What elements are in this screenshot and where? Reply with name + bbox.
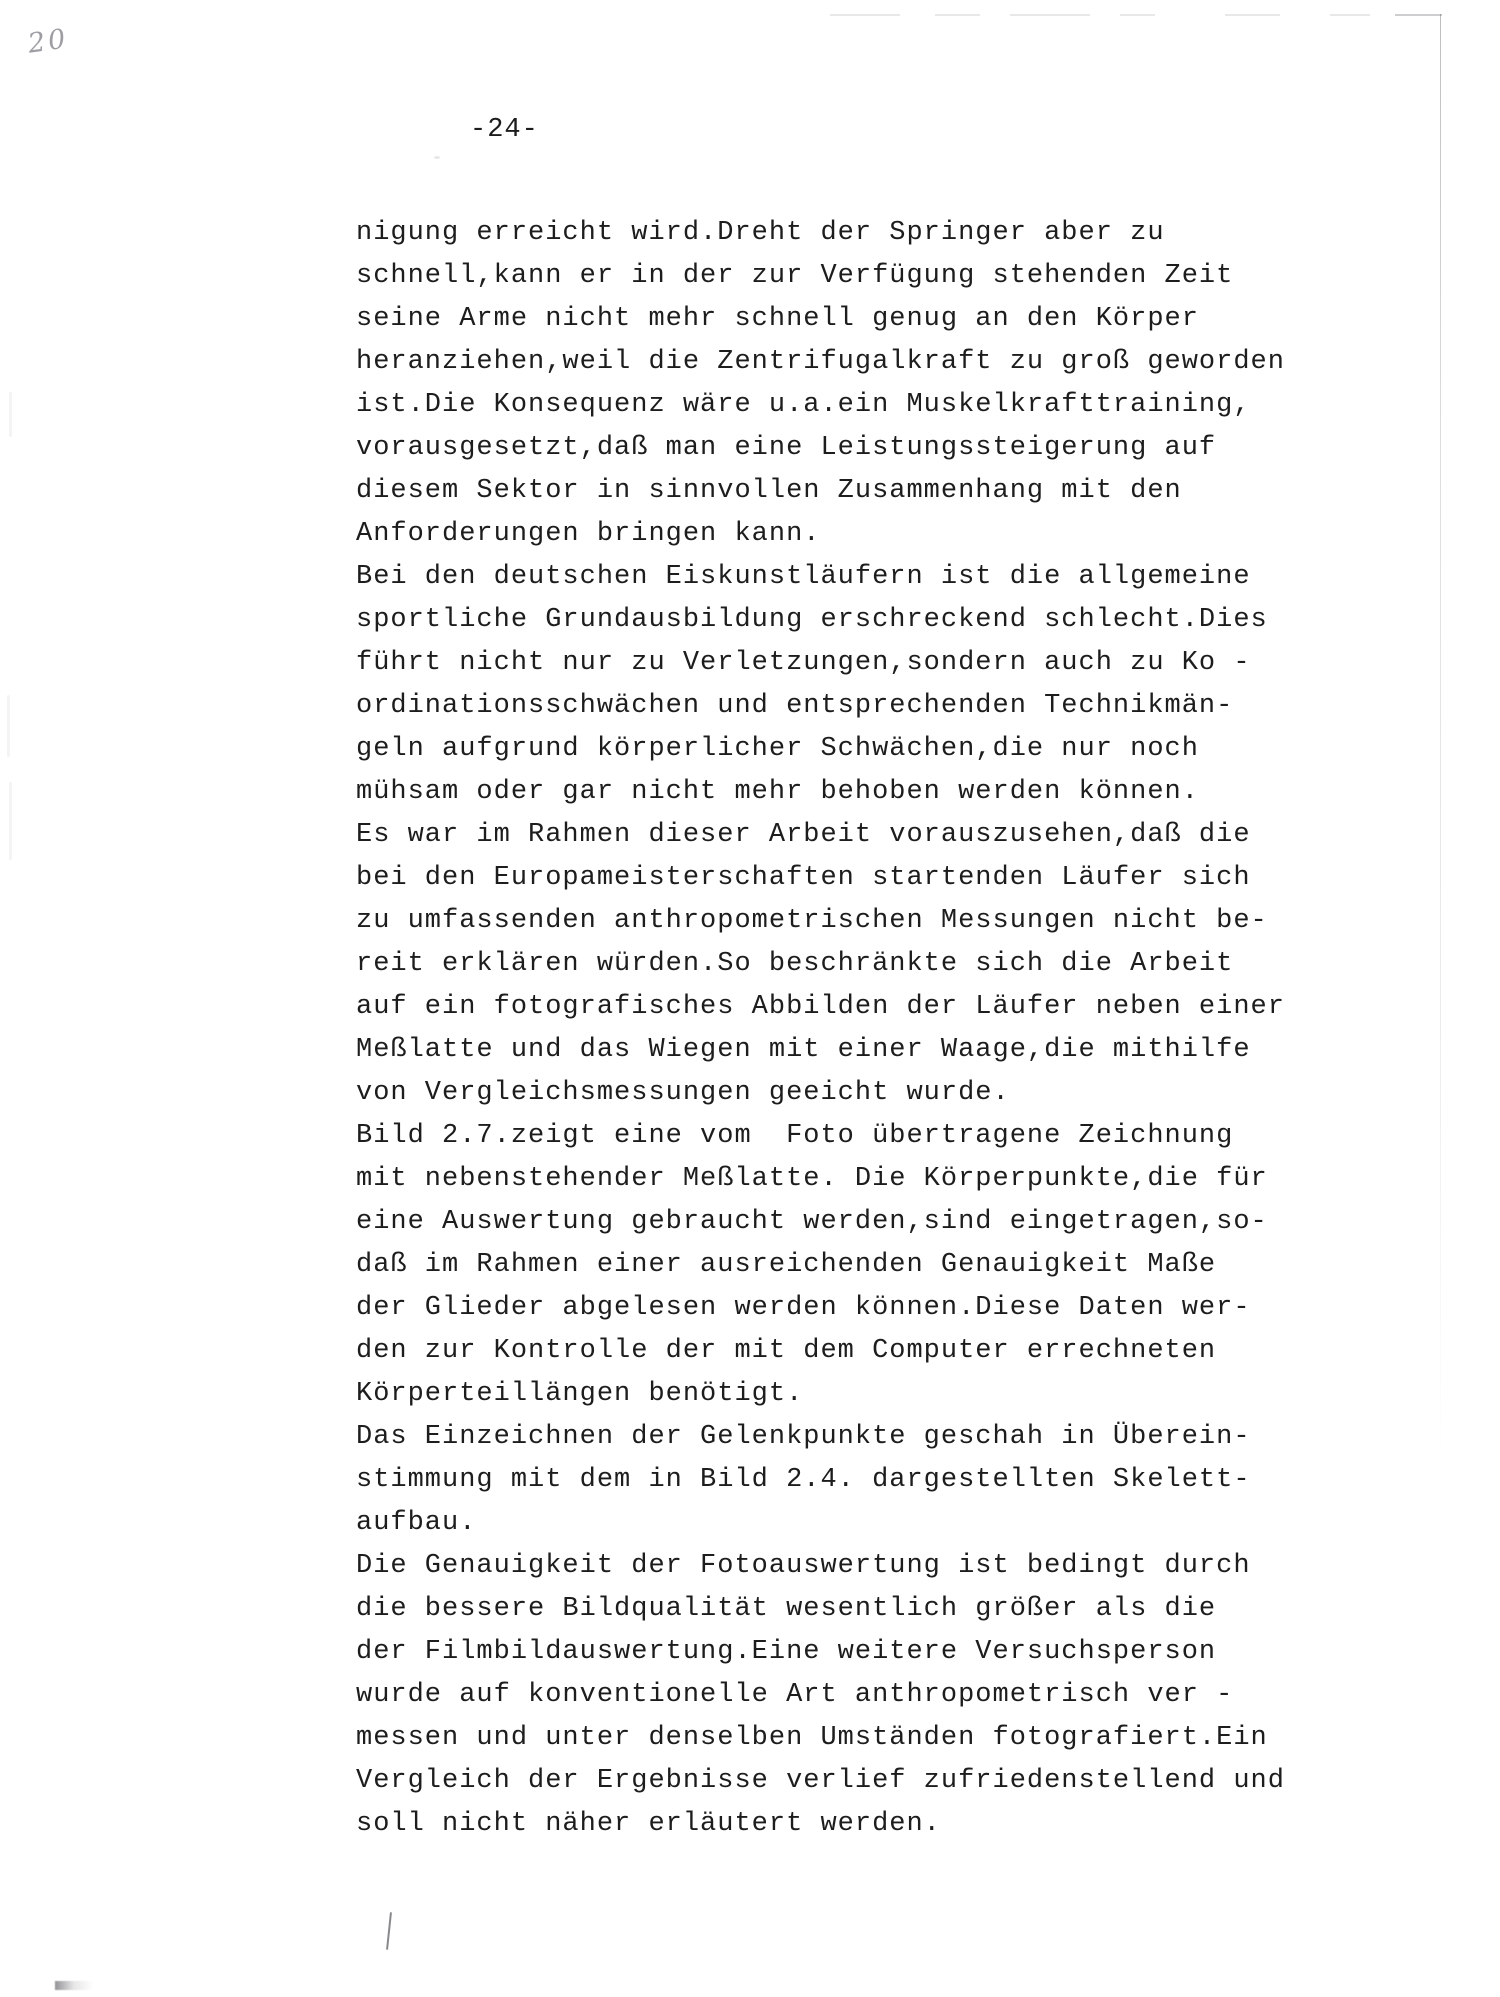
text-line: seine Arme nicht mehr schnell genug an den Körper — [356, 304, 1199, 334]
text-line: den zur Kontrolle der mit dem Computer errechneten — [356, 1336, 1217, 1366]
text-line: aufbau. — [356, 1508, 477, 1538]
text-line: ist.Die Konsequenz wäre u.a.ein Muskelkrafttraining, — [356, 390, 1251, 420]
scan-edge-vertical-line — [1440, 14, 1441, 1464]
text-line: heranziehen,weil die Zentrifugalkraft zu groß geworden — [356, 347, 1285, 377]
text-line: Das Einzeichnen der Gelenkpunkte geschah in Überein- — [356, 1422, 1251, 1452]
text-line: mit nebenstehender Meßlatte. Die Körperpunkte,die für — [356, 1164, 1268, 1194]
scan-margin-smudge — [7, 695, 10, 757]
text-line: mühsam oder gar nicht mehr behoben werden können. — [356, 777, 1199, 807]
page-number: -24- — [470, 115, 539, 145]
text-line: wurde auf konventionelle Art anthropometrisch ver - — [356, 1680, 1234, 1710]
text-line: Bei den deutschen Eiskunstläufern ist die allgemeine — [356, 562, 1251, 592]
text-line: Körperteillängen benötigt. — [356, 1379, 804, 1409]
scan-margin-smudge — [9, 782, 12, 860]
text-line: Die Genauigkeit der Fotoauswertung ist bedingt durch — [356, 1551, 1251, 1581]
text-line: der Filmbildauswertung.Eine weitere Versuchsperson — [356, 1637, 1217, 1667]
text-line: auf ein fotografisches Abbilden der Läufer neben einer — [356, 992, 1285, 1022]
text-line: Meßlatte und das Wiegen mit einer Waage,die mithilfe — [356, 1035, 1251, 1065]
scan-dot-artifact — [434, 156, 440, 159]
scan-edge-smudge — [830, 14, 900, 16]
scan-edge-smudge — [1010, 14, 1090, 16]
text-line: zu umfassenden anthropometrischen Messungen nicht be- — [356, 906, 1268, 936]
text-line: Anforderungen bringen kann. — [356, 519, 821, 549]
text-line: sportliche Grundausbildung erschreckend schlecht.Dies — [356, 605, 1268, 635]
text-line: stimmung mit dem in Bild 2.4. dargestellten Skelett- — [356, 1465, 1251, 1495]
text-line: vorausgesetzt,daß man eine Leistungssteigerung auf — [356, 433, 1217, 463]
text-line: nigung erreicht wird.Dreht der Springer aber zu — [356, 218, 1165, 248]
text-line: führt nicht nur zu Verletzungen,sondern auch zu Ko - — [356, 648, 1251, 678]
text-line: Bild 2.7.zeigt eine vom Foto übertragene Zeichnung — [356, 1121, 1234, 1151]
text-line: von Vergleichsmessungen geeicht wurde. — [356, 1078, 1010, 1108]
scan-margin-smudge — [9, 392, 12, 437]
text-line: soll nicht näher erläutert werden. — [356, 1809, 941, 1839]
scan-edge-smudge — [1330, 14, 1370, 16]
scan-edge-smudge — [1120, 14, 1155, 16]
scan-edge-smudge — [1395, 14, 1442, 16]
handwritten-page-number: 20 — [26, 23, 71, 60]
pen-stroke-mark — [386, 1912, 392, 1950]
text-line: diesem Sektor in sinnvollen Zusammenhang mit den — [356, 476, 1182, 506]
text-line: messen und unter denselben Umständen fotografiert.Ein — [356, 1723, 1268, 1753]
text-line: ordinationsschwächen und entsprechenden Technikmän- — [356, 691, 1234, 721]
text-line: der Glieder abgelesen werden können.Diese Daten wer- — [356, 1293, 1251, 1323]
scan-edge-smudge — [935, 14, 980, 16]
text-line: daß im Rahmen einer ausreichenden Genauigkeit Maße — [356, 1250, 1217, 1280]
text-line: bei den Europameisterschaften startenden Läufer sich — [356, 863, 1251, 893]
text-line: die bessere Bildqualität wesentlich größer als die — [356, 1594, 1217, 1624]
text-line: geln aufgrund körperlicher Schwächen,die nur noch — [356, 734, 1199, 764]
scan-edge-smudge — [1225, 14, 1280, 16]
text-line: Vergleich der Ergebnisse verlief zufriedenstellend und — [356, 1766, 1285, 1796]
text-line: Es war im Rahmen dieser Arbeit vorauszusehen,daß die — [356, 820, 1251, 850]
text-line: eine Auswertung gebraucht werden,sind eingetragen,so- — [356, 1207, 1268, 1237]
text-line: reit erklären würden.So beschränkte sich die Arbeit — [356, 949, 1234, 979]
text-line: schnell,kann er in der zur Verfügung stehenden Zeit — [356, 261, 1234, 291]
bottom-left-smudge — [55, 1981, 93, 1990]
body-text — [356, 212, 1285, 1846]
